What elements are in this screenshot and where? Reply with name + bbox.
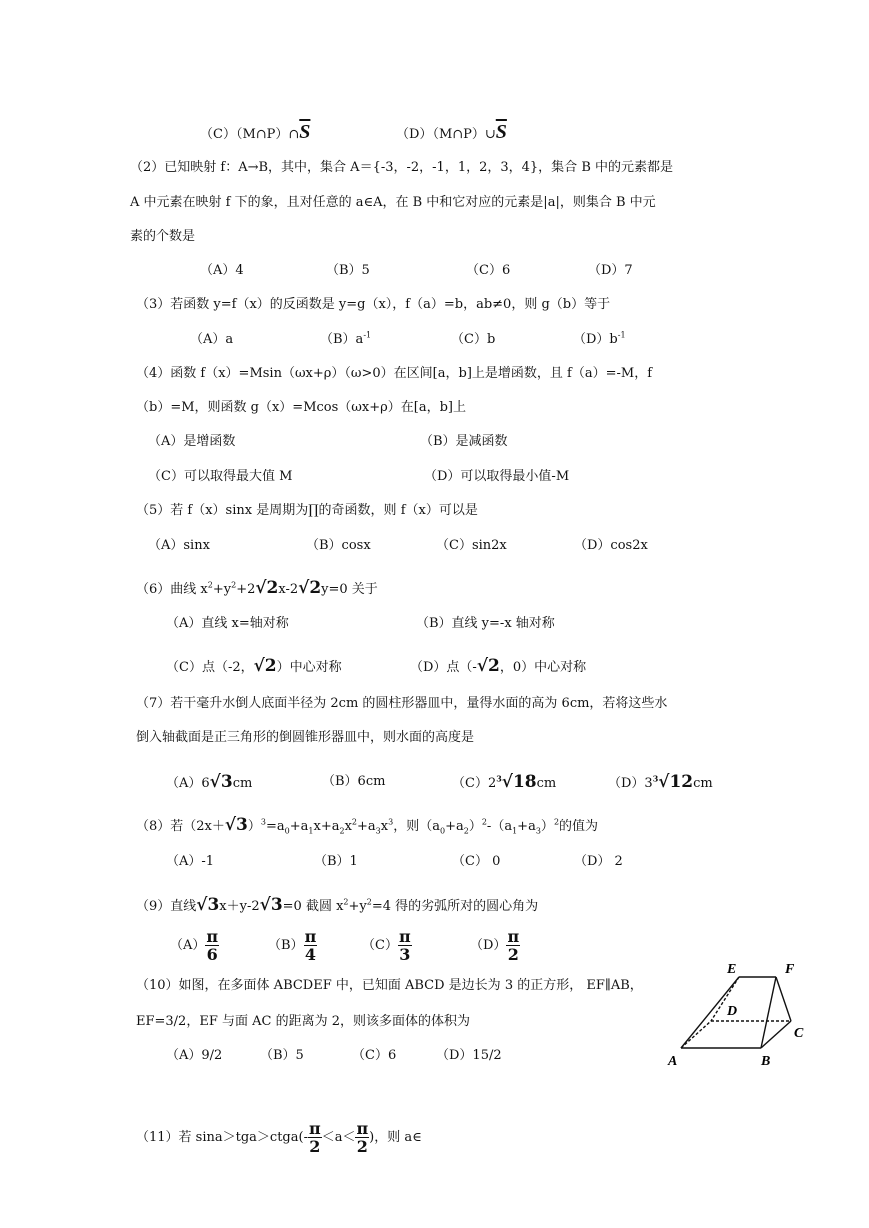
q1-option-c: $(C)(M\cap P)\cap\overline{S}$ bbox=[200, 121, 311, 143]
vertex-label-d: D bbox=[727, 1004, 738, 1019]
q10-option-a: （A）9/2 bbox=[166, 1048, 223, 1063]
fraction: $\frac{\pi}{6}$ bbox=[206, 927, 219, 964]
q4-option-b: （B）是减函数 bbox=[420, 434, 508, 449]
q5-option-d: （D）cos2x bbox=[574, 538, 648, 553]
q9-option-d: （D） $\frac{\pi}{2}$ bbox=[470, 927, 520, 964]
q3-stem: （3）若函数 y=f（x）的反函数是 y=g（x），f（a）=b，ab≠0，则 g（b）等于 bbox=[136, 297, 611, 312]
fraction: $\frac{\pi}{3}$ bbox=[398, 927, 411, 964]
q1-option-d: $(D)(M\cap P)\cup\overline{S}$ bbox=[396, 121, 507, 143]
complement-set-symbol: $\overline{S}$ bbox=[495, 121, 507, 143]
q3-option-d: $(D)b^{-1}$ bbox=[573, 330, 626, 347]
q2-option-b: （B）5 bbox=[326, 263, 370, 278]
q8-option-c: （C） 0 bbox=[452, 854, 501, 869]
q9-option-c: （C） $\frac{\pi}{3}$ bbox=[362, 927, 411, 964]
q2-line-2: A 中元素在映射 f 下的象，且对任意的 a∈A，在 B 中和它对应的元素是|a|，则集合 B 中元 bbox=[130, 195, 656, 210]
q2-option-a: （A）4 bbox=[200, 263, 244, 278]
q6-option-b: （B）直线 y=-x 轴对称 bbox=[416, 616, 555, 631]
q2-line-1: （2）已知映射 f：A→B，其中，集合 A＝{-3，-2，-1，1，2，3，4}，集合 B 中的元素都是 bbox=[130, 160, 674, 175]
q2-line-3: 素的个数是 bbox=[130, 229, 196, 244]
q10-line-2: EF=3/2，EF 与面 AC 的距离为 2，则该多面体的体积为 bbox=[136, 1014, 470, 1029]
edge-fc bbox=[776, 977, 791, 1021]
q10-option-d: （D）15/2 bbox=[436, 1048, 502, 1063]
q7-line-2: 倒入轴截面是正三角形的倒圆锥形器皿中，则水面的高度是 bbox=[136, 730, 475, 745]
q6-option-a: （A）直线 x=轴对称 bbox=[166, 616, 289, 631]
fraction: $\frac{\pi}{2}$ bbox=[308, 1119, 321, 1156]
fraction: $\frac{\pi}{4}$ bbox=[304, 927, 317, 964]
vertex-label-e: E bbox=[727, 962, 737, 977]
vertex-label-a: A bbox=[668, 1054, 678, 1069]
q6-stem: （6）曲线 $x^2+y^2+2√2x-2√2y=0$ 关于 bbox=[136, 578, 378, 598]
vertex-label-b: B bbox=[761, 1054, 771, 1069]
q6-option-d: （D）点（-√2，0）中心对称 bbox=[410, 656, 587, 676]
vertex-label-c: C bbox=[794, 1026, 804, 1041]
q11-stem: （11）若 sina＞tga＞ctga(- $\frac{\pi}{2}$ ＜a＜ $\frac{\pi}{2}$ )，则 a∈ bbox=[136, 1119, 422, 1156]
q3-option-c: （C）b bbox=[451, 332, 496, 347]
q5-option-b: （B）cosx bbox=[306, 538, 371, 553]
q3-option-a: （A）a bbox=[190, 332, 234, 347]
fraction: $\frac{\pi}{2}$ bbox=[507, 927, 520, 964]
q4-option-d: （D）可以取得最小值-M bbox=[424, 469, 570, 484]
q7-option-a: （A）6√3cm bbox=[166, 772, 253, 792]
q3-option-b: $(B)a^{-1}$ bbox=[320, 330, 372, 347]
q8-option-d: （D） 2 bbox=[574, 854, 623, 869]
edge-ad bbox=[681, 1021, 711, 1048]
q2-option-d: （D）7 bbox=[588, 263, 633, 278]
q10-line-1: （10）如图，在多面体 ABCDEF 中，已知面 ABCD 是边长为 3 的正方形， EF∥AB， bbox=[136, 978, 643, 993]
q6-option-c: （C）点（-2，√2）中心对称 bbox=[166, 656, 342, 676]
complement-set-symbol: $\overline{S}$ bbox=[299, 121, 311, 143]
q5-stem: （5）若 f（x）sinx 是周期为∏的奇函数，则 f（x）可以是 bbox=[136, 503, 478, 518]
q8-stem: （8）若$(2x+√3)^3=a_0+a_1x+a_2x^2+a_3x^3$，则$(a_0+a_2)^2-(a_1+a_3)^2$的值为 bbox=[136, 815, 599, 836]
q10-option-c: （C）6 bbox=[352, 1048, 397, 1063]
q2-option-c: （C）6 bbox=[466, 263, 511, 278]
q8-option-a: （A）-1 bbox=[166, 854, 215, 869]
q7-option-b: （B）6cm bbox=[322, 774, 386, 789]
q7-line-1: （7）若干毫升水倒人底面半径为 2cm 的圆柱形器皿中，量得水面的高为 6cm，若将这些水 bbox=[136, 696, 668, 711]
q4-option-c: （C）可以取得最大值 M bbox=[148, 469, 293, 484]
q9-option-a: （A） $\frac{\pi}{6}$ bbox=[170, 927, 219, 964]
q7-option-c: $(C)2^3√18cm$ bbox=[452, 772, 557, 792]
vertex-label-f: F bbox=[785, 962, 795, 977]
q8-option-b: （B）1 bbox=[314, 854, 358, 869]
q9-stem: （9）直线√3x＋y-2√3=0 截圆 $x^2+y^2=4$ 得的劣弧所对的圆心角为 bbox=[136, 895, 539, 915]
q5-option-c: （C）sin2x bbox=[436, 538, 507, 553]
q4-option-a: （A）是增函数 bbox=[148, 434, 236, 449]
q4-line-1: （4）函数 f（x）=Msin（ωx+ρ）（ω>0）在区间[a，b]上是增函数，且 f（a）=-M，f bbox=[136, 366, 653, 381]
q7-option-d: $(D)3^3√12cm$ bbox=[608, 772, 713, 792]
q4-line-2: （b）=M，则函数 g（x）=Mcos（ωx+ρ）在[a，b]上 bbox=[136, 400, 466, 415]
q10-option-b: （B）5 bbox=[260, 1048, 304, 1063]
fraction: $\frac{\pi}{2}$ bbox=[356, 1119, 369, 1156]
polyhedron-figure bbox=[665, 955, 815, 1070]
q9-option-b: （B） $\frac{\pi}{4}$ bbox=[268, 927, 317, 964]
q5-option-a: （A）sinx bbox=[148, 538, 210, 553]
